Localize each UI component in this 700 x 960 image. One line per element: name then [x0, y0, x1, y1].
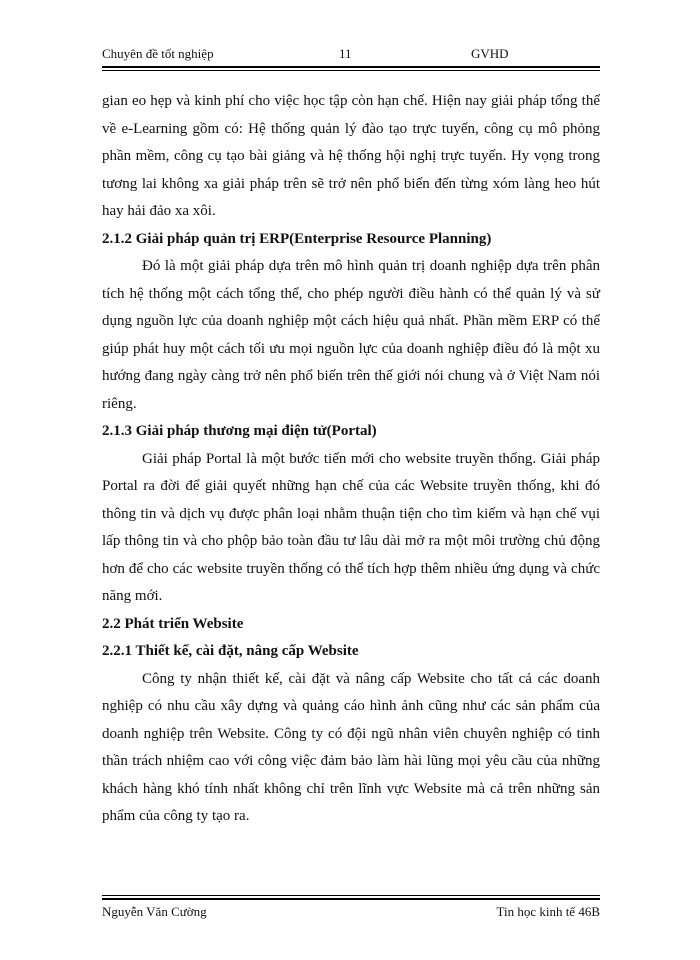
header-advisor: GVHD — [471, 46, 509, 61]
paragraph-erp: Đó là một giải pháp dựa trên mô hình quản trị doanh nghiệp dựa trên phân tích hệ thống một cách tổng thể, cho phép người điều hành có thể quản lý và sử dụng nguồn lực của doanh nghiệp một cách hiệu quả nhất. Phần mềm ERP có thể giúp phát huy một cách tối ưu mọi nguồn lực của doanh nghiệp điều đó là một xu hướng đang ngày càng trở nên phổ biến trên thế giới nói chung và ở Việt Nam nói riêng. — [102, 258, 600, 412]
page-footer — [102, 904, 600, 920]
heading-portal: 2.1.3 Giải pháp thương mại điện tử(Portal) — [102, 423, 377, 439]
footer-rule-thick — [102, 898, 600, 900]
heading-erp: 2.1.2 Giải pháp quản trị ERP(Enterprise Resource Planning) — [102, 230, 492, 247]
paragraph-elearning-continued: gian eo hẹp và kinh phí cho việc học tập còn hạn chế. Hiện nay giải pháp tổng thể về e-Learning gồm có: Hệ thống quản lý đào tạo trực tuyến, công cụ mô phỏng phần mềm, công cụ tạo bài giảng và hệ thống hội nghị trực tuyến. Hy vọng trong tương lai không xa giải pháp trên sẽ trở nên phổ biến đến từng xóm làng heo hút hay hải đảo xa xôi. — [102, 93, 600, 219]
page-body — [102, 88, 600, 831]
header-rule-thin — [102, 70, 600, 71]
header-thesis-title: Chuyên đề tốt nghiệp — [102, 46, 214, 61]
page-header — [102, 46, 600, 62]
footer-author: Nguyễn Văn Cường — [102, 904, 207, 919]
header-rule-thick — [102, 66, 600, 68]
footer-rule-thin — [102, 895, 600, 896]
page-number: 11 — [339, 46, 352, 61]
heading-website-development: 2.2 Phát triển Website — [102, 615, 244, 632]
heading-website-design: 2.2.1 Thiết kế, cài đặt, nâng cấp Website — [102, 643, 359, 659]
paragraph-portal: Giải pháp Portal là một bước tiến mới cho website truyền thống. Giải pháp Portal ra đời để giải quyết những hạn chế của các Website truyền thống, khi đó thông tin và dịch vụ được phân loại nhằm thuận tiện cho tìm kiếm và hạn chế vụi lấp thông tin và cho phộp bảo toàn đầu tư lâu dài mở ra một môi trường chủ động hơn để cho các website truyền thống có thể tích hợp thêm nhiều ứng dụng và chức năng mới. — [102, 450, 600, 604]
paragraph-website-design: Công ty nhận thiết kế, cài đặt và nâng cấp Website cho tất cả các doanh nghiệp có nhu cầu xây dựng và quảng cáo hình ảnh cũng như các sản phẩm của doanh nghiệp trên Website. Công ty có đội ngũ nhân viên chuyên nghiệp có tinh thần trách nhiệm cao với công việc đảm bảo làm hài lũng mọi yêu cầu của những khách hàng khó tính nhất không chỉ trên lĩnh vực Website mà cả trên những sản phẩm của công ty tạo ra. — [102, 670, 600, 824]
footer-class: Tin học kinh tế 46B — [496, 904, 600, 919]
